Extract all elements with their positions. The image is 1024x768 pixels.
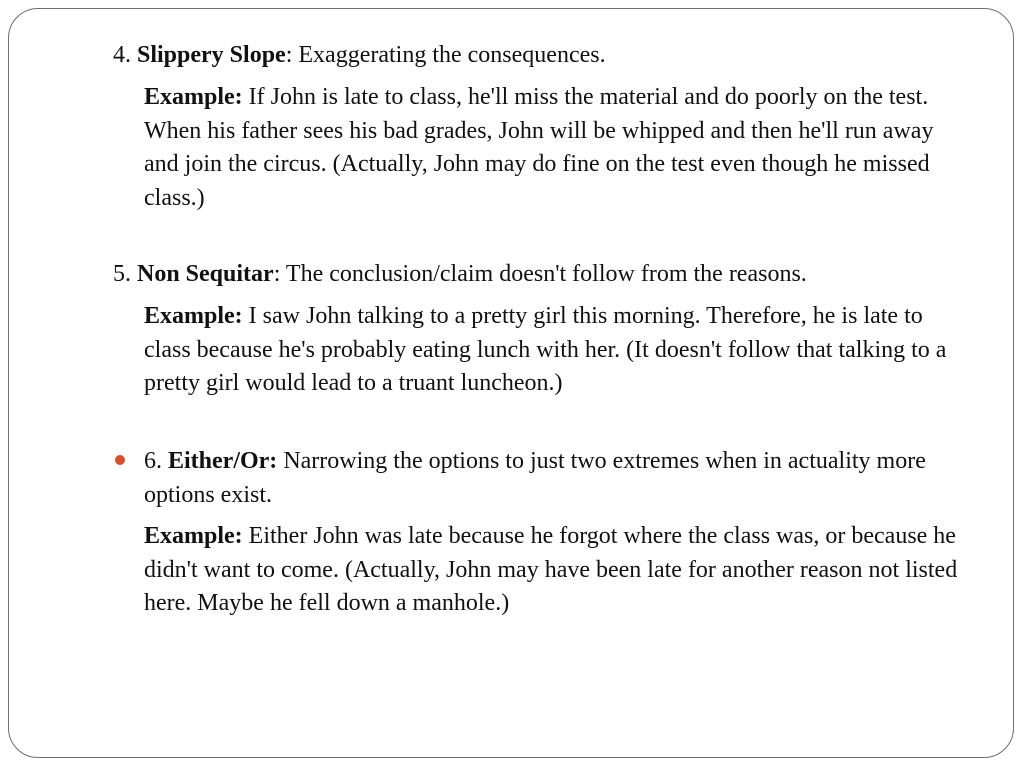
fallacy-non-sequitar-heading (113, 258, 807, 292)
item-number: 4. (113, 42, 131, 68)
item-number: 5. (113, 261, 131, 287)
example-label: Example: (144, 523, 243, 549)
example-label: Example: (144, 303, 243, 329)
fallacy-slippery-slope-example (144, 81, 964, 215)
item-number: 6. (144, 448, 162, 474)
fallacy-definition: Exaggerating the consequences. (292, 42, 606, 68)
example-text: I saw John talking to a pretty girl this morning. Therefore, he is late to class because he's probably eating lunch with her. (It doesn't follow that talking to a pretty girl would lead to a truant luncheon.) (144, 303, 947, 396)
fallacy-either-or-heading (144, 445, 944, 512)
fallacy-non-sequitar-example (144, 300, 964, 401)
fallacy-definition: The conclusion/claim doesn't follow from the reasons. (280, 261, 807, 287)
example-text: If John is late to class, he'll miss the material and do poorly on the test. When his father sees his bad grades, John will be whipped and then he'll run away and join the circus. (Actually, John may do fine on the test even though he missed class.) (144, 84, 934, 211)
bullet-dot-icon (115, 455, 125, 465)
fallacy-term: Slippery Slope (137, 42, 286, 68)
fallacy-slippery-slope-heading (113, 39, 606, 73)
term-separator: : (273, 261, 281, 287)
example-text: Either John was late because he forgot where the class was, or because he didn't want to come. (Actually, John may have been late for another reason not listed here. Maybe he fell down a manhole.) (144, 523, 958, 616)
fallacy-either-or-example (144, 520, 964, 621)
fallacy-term: Non Sequitar (137, 261, 274, 287)
fallacy-term: Either/Or: (168, 448, 278, 474)
example-label: Example: (144, 84, 243, 110)
fallacy-definition: Narrowing the options to just two extremes when in actuality more options exist. (144, 448, 926, 508)
term-separator: : (285, 42, 293, 68)
